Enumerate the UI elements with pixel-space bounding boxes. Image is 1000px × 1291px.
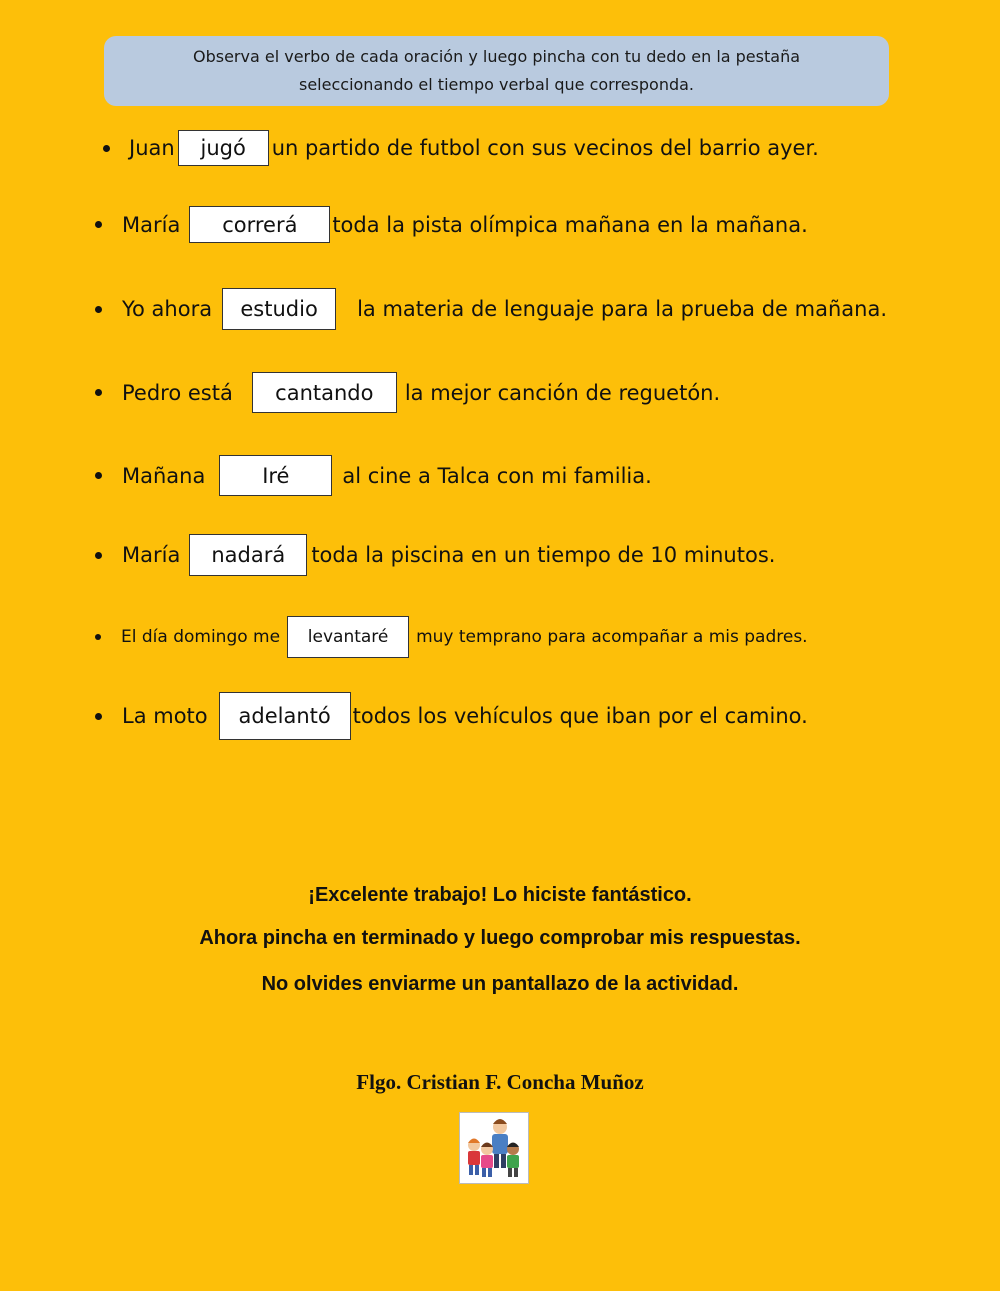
verb-dropdown[interactable]: levantaré xyxy=(287,616,409,658)
verb-dropdown[interactable]: nadará xyxy=(189,534,307,576)
sentence-before: La moto xyxy=(122,704,208,728)
sentence-row xyxy=(95,692,808,740)
verb-dropdown[interactable]: correrá xyxy=(189,206,330,243)
sentence-row xyxy=(95,288,887,330)
sentence-row xyxy=(95,534,775,576)
sentence-after: toda la pista olímpica mañana en la mañana. xyxy=(332,212,808,237)
bullet-icon xyxy=(95,306,102,313)
sentence-after: muy temprano para acompañar a mis padres. xyxy=(416,627,808,647)
sentence-after: la mejor canción de reguetón. xyxy=(404,380,721,405)
verb-dropdown[interactable]: Iré xyxy=(219,455,332,496)
sentence-row xyxy=(95,206,808,243)
sentence-before: Yo ahora xyxy=(122,297,213,321)
instructions-line-1: Observa el verbo de cada oración y luego pincha con tu dedo en la pestaña xyxy=(192,47,801,66)
kids-illustration-image xyxy=(459,1112,529,1184)
closing-line-2: Ahora pincha en terminado y luego comprobar mis respuestas. xyxy=(199,927,801,949)
sentence-before: Juan xyxy=(129,136,175,160)
sentence-before: María xyxy=(122,212,181,237)
kids-icon xyxy=(460,1113,528,1183)
bullet-icon xyxy=(103,145,110,152)
sentence-before: María xyxy=(122,543,181,567)
verb-dropdown[interactable]: cantando xyxy=(252,372,397,413)
sentence-after: toda la piscina en un tiempo de 10 minutos. xyxy=(311,543,776,567)
bullet-icon xyxy=(95,389,102,396)
verb-dropdown[interactable]: jugó xyxy=(178,130,269,166)
bullet-icon xyxy=(95,634,101,640)
closing-line-3: No olvides enviarme un pantallazo de la actividad. xyxy=(261,973,739,995)
sentence-after: un partido de futbol con sus vecinos del barrio ayer. xyxy=(271,136,819,160)
bullet-icon xyxy=(95,552,102,559)
instructions-line-2: seleccionando el tiempo verbal que corresponda. xyxy=(299,75,694,94)
sentence-row xyxy=(95,372,720,413)
sentence-before: Mañana xyxy=(122,463,206,488)
sentence-after: al cine a Talca con mi familia. xyxy=(342,463,652,488)
bullet-icon xyxy=(95,713,102,720)
author-signature: Flgo. Cristian F. Concha Muñoz xyxy=(356,1070,644,1094)
sentence-before: Pedro está xyxy=(122,380,233,405)
sentence-row xyxy=(95,616,808,658)
bullet-icon xyxy=(95,221,102,228)
verb-dropdown[interactable]: adelantó xyxy=(219,692,351,740)
sentence-after: la materia de lenguaje para la prueba de mañana. xyxy=(357,297,887,321)
instructions-box xyxy=(104,36,889,106)
closing-line-1: ¡Excelente trabajo! Lo hiciste fantástico. xyxy=(308,884,692,906)
verb-dropdown[interactable]: estudio xyxy=(222,288,336,330)
sentence-row xyxy=(103,130,819,166)
sentence-before: El día domingo me xyxy=(121,627,281,647)
bullet-icon xyxy=(95,472,102,479)
sentence-row xyxy=(95,455,652,496)
sentence-after: todos los vehículos que iban por el camino. xyxy=(352,704,808,728)
